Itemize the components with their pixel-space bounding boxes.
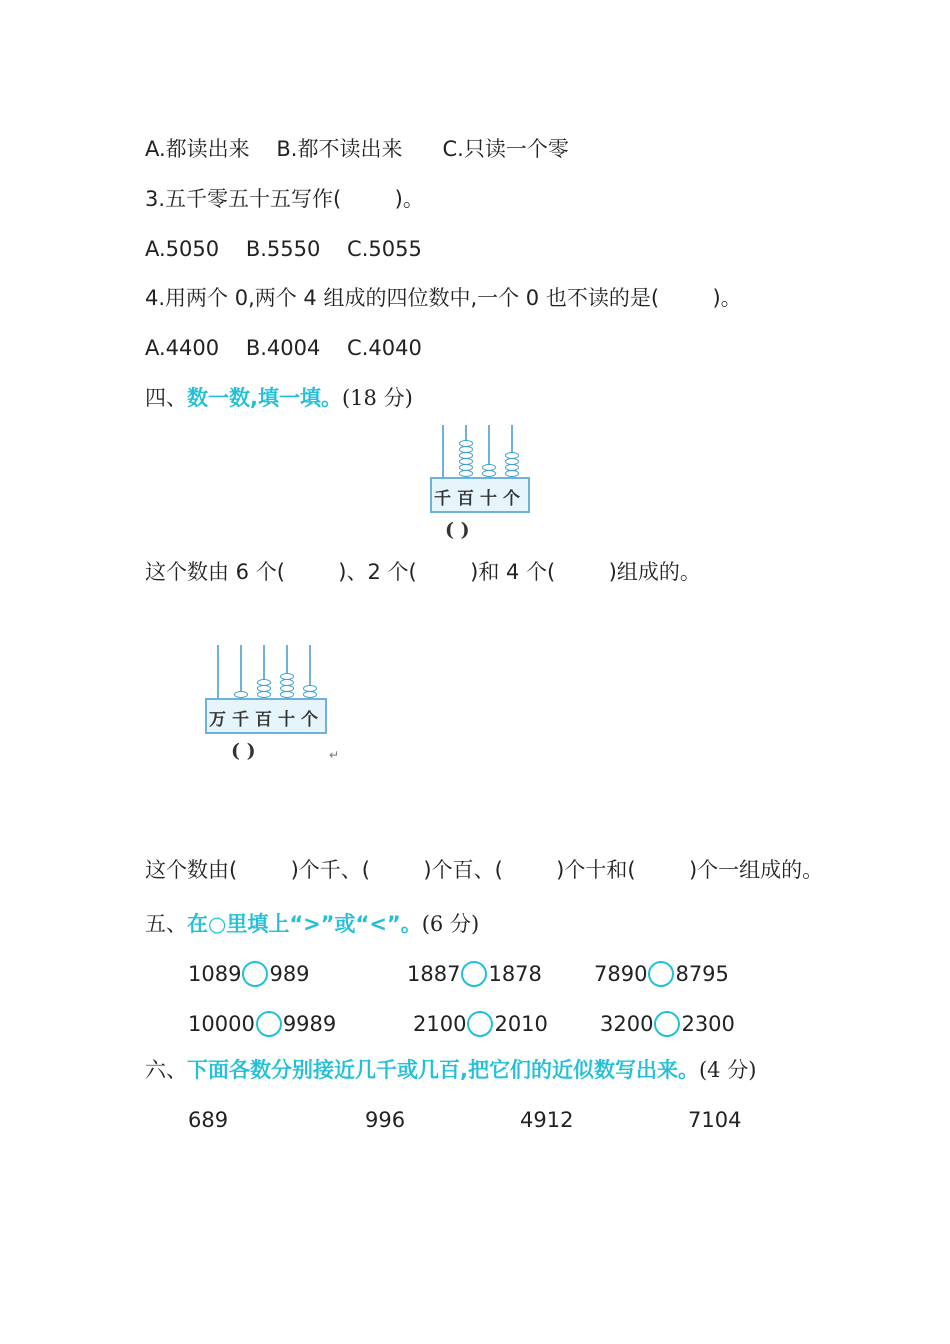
abacus-answer-blank[interactable]: ( ) xyxy=(445,519,470,541)
section4-score: (18 分) xyxy=(341,386,413,410)
compare-circle-icon[interactable] xyxy=(467,1011,493,1037)
abacus-bead xyxy=(482,470,496,477)
compare-circle-icon[interactable] xyxy=(242,961,268,987)
comparison-left: 10000 xyxy=(188,1012,255,1036)
abacus-bead xyxy=(234,691,248,698)
section4-sentence-1: 这个数由 6 个( )、2 个( )和 4 个( )组成的。 xyxy=(145,560,701,584)
abacus-place-label: 百 xyxy=(255,710,272,730)
comparison-right: 8795 xyxy=(675,962,729,986)
comparison-1 xyxy=(188,960,310,988)
comparison-2 xyxy=(407,960,542,988)
abacus-2 xyxy=(205,645,340,770)
abacus-rod xyxy=(442,425,444,477)
abacus-answer-blank[interactable]: ( ) xyxy=(231,740,256,762)
abacus-place-label: 十 xyxy=(480,489,497,509)
abacus-bead xyxy=(459,440,473,447)
comparison-left: 2100 xyxy=(413,1012,467,1036)
comparison-left: 3200 xyxy=(600,1012,654,1036)
abacus-bead xyxy=(505,452,519,459)
comparison-4 xyxy=(188,1010,336,1038)
section4-title: 数一数,填一填。 xyxy=(187,386,342,410)
section6-heading xyxy=(145,1056,756,1084)
abacus-bead xyxy=(257,685,271,692)
abacus-place-label: 千 xyxy=(232,710,249,730)
abacus-bead xyxy=(482,464,496,471)
approx-number-4: 7104 xyxy=(688,1108,742,1132)
compare-circle-icon[interactable] xyxy=(654,1011,680,1037)
abacus-bead xyxy=(459,446,473,453)
q2-options: A.都读出来 B.都不读出来 C.只读一个零 xyxy=(145,137,569,161)
compare-circle-icon[interactable] xyxy=(256,1011,282,1037)
section4-prefix: 四、 xyxy=(145,386,187,410)
abacus-bead xyxy=(280,685,294,692)
section5-prefix: 五、 xyxy=(145,912,187,936)
abacus-place-label: 百 xyxy=(457,489,474,509)
return-mark-icon: ↵ xyxy=(329,748,340,762)
abacus-rod xyxy=(217,645,219,698)
comparison-5 xyxy=(413,1010,548,1038)
abacus-bead xyxy=(459,458,473,465)
abacus-place-label: 个 xyxy=(503,489,520,509)
section5-heading xyxy=(145,910,479,938)
section6-prefix: 六、 xyxy=(145,1058,187,1082)
abacus-bead xyxy=(257,691,271,698)
section4-heading xyxy=(145,384,413,412)
abacus-1 xyxy=(430,425,530,545)
comparison-right: 2300 xyxy=(681,1012,735,1036)
section6-score: (4 分) xyxy=(698,1058,757,1082)
abacus-bead xyxy=(459,464,473,471)
compare-circle-icon[interactable] xyxy=(461,961,487,987)
comparison-6 xyxy=(600,1010,735,1038)
comparison-right: 1878 xyxy=(488,962,542,986)
abacus-bead xyxy=(505,458,519,465)
approx-number-3: 4912 xyxy=(520,1108,574,1132)
q3-question: 3.五千零五十五写作( )。 xyxy=(145,187,424,211)
abacus-bead xyxy=(459,470,473,477)
comparison-right: 989 xyxy=(269,962,310,986)
abacus-bead xyxy=(303,685,317,692)
q3-options: A.5050 B.5550 C.5055 xyxy=(145,237,422,261)
approx-number-2: 996 xyxy=(365,1108,406,1132)
comparison-3 xyxy=(594,960,729,988)
approx-number-1: 689 xyxy=(188,1108,229,1132)
comparison-left: 1089 xyxy=(188,962,242,986)
abacus-bead xyxy=(459,452,473,459)
section5-title: 在○里填上“>”或“<”。 xyxy=(187,912,422,936)
section5-score: (6 分) xyxy=(421,912,480,936)
abacus-bead xyxy=(505,464,519,471)
comparison-left: 7890 xyxy=(594,962,648,986)
abacus-bead xyxy=(303,691,317,698)
compare-circle-icon[interactable] xyxy=(648,961,674,987)
abacus-place-label: 个 xyxy=(301,710,318,730)
section6-title: 下面各数分别接近几千或几百,把它们的近似数写出来。 xyxy=(187,1058,699,1082)
q4-options: A.4400 B.4004 C.4040 xyxy=(145,336,422,360)
abacus-place-label: 十 xyxy=(278,710,295,730)
section4-sentence-2: 这个数由( )个千、( )个百、( )个十和( )个一组成的。 xyxy=(145,858,824,882)
abacus-bead xyxy=(280,679,294,686)
abacus-bead xyxy=(280,673,294,680)
abacus-bead xyxy=(280,691,294,698)
comparison-right: 2010 xyxy=(494,1012,548,1036)
comparison-left: 1887 xyxy=(407,962,461,986)
abacus-bead xyxy=(505,470,519,477)
q4-question: 4.用两个 0,两个 4 组成的四位数中,一个 0 也不读的是( )。 xyxy=(145,286,742,310)
abacus-bead xyxy=(257,679,271,686)
abacus-place-label: 千 xyxy=(434,489,451,509)
abacus-place-label: 万 xyxy=(209,710,226,730)
comparison-right: 9989 xyxy=(282,1012,337,1036)
